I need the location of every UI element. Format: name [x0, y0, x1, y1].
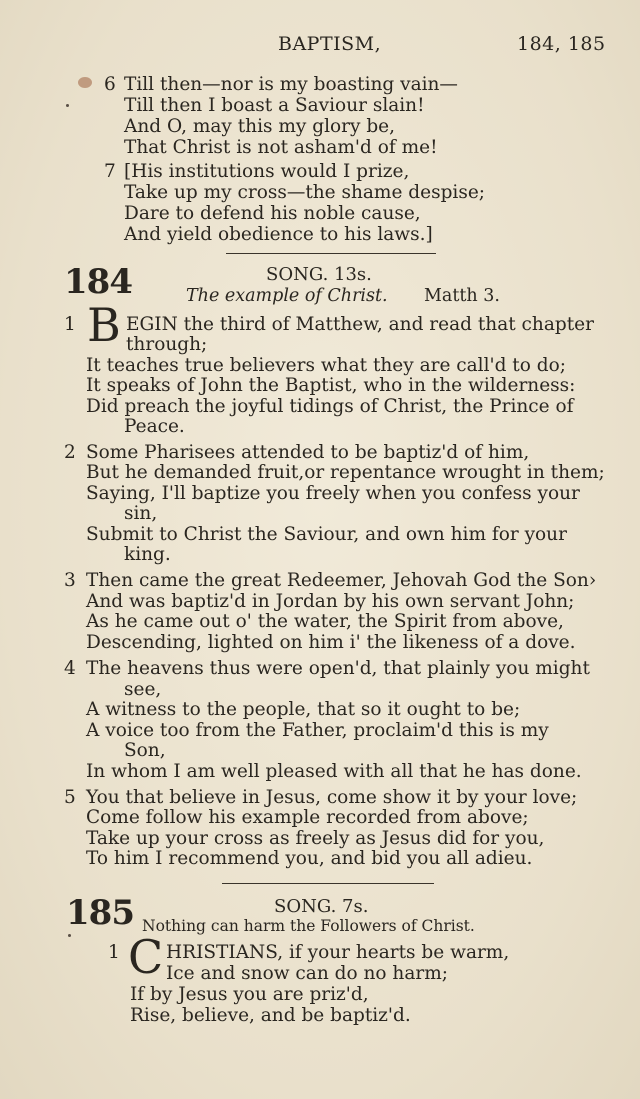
- verse-line: [His institutions would I prize,: [124, 161, 410, 182]
- verse-number: 4: [64, 658, 76, 679]
- verse-line: A voice too from the Father, proclaim'd this is my: [86, 720, 549, 741]
- verse-line: Did preach the joyful tidings of Christ, the Prince of: [86, 396, 574, 417]
- verse-line: Till then I boast a Saviour slain!: [124, 95, 425, 116]
- verse-line: Saying, I'll baptize you freely when you confess your: [86, 483, 580, 504]
- verse-line: Take up my cross—the shame despise;: [124, 182, 486, 203]
- verse-line: Son,: [124, 740, 166, 761]
- verse-line: You that believe in Jesus, come show it by your love;: [86, 787, 578, 808]
- section-divider: [222, 883, 434, 884]
- verse-line: EGIN the third of Matthew, and read that chapter: [126, 314, 594, 335]
- verse-number: 7: [104, 161, 116, 182]
- hymn-subtitle-title: The example of Christ.: [186, 286, 388, 306]
- drop-cap: C: [128, 930, 164, 984]
- verse-number: 3: [64, 570, 76, 591]
- verse-line: Till then—nor is my boasting vain—: [124, 74, 458, 95]
- ink-blot: [78, 77, 92, 88]
- verse-line: Peace.: [124, 416, 185, 437]
- ink-speck: [68, 934, 71, 937]
- verse-line: The heavens thus were open'd, that plainly you might: [86, 658, 590, 679]
- hymn-meter: SONG. 13s.: [266, 264, 372, 285]
- running-header: [0, 33, 640, 59]
- section-divider: [226, 253, 436, 254]
- verse-number: 5: [64, 787, 76, 808]
- verse-line: A witness to the people, that so it ought to be;: [86, 699, 521, 720]
- ink-speck: [66, 104, 69, 107]
- verse-line: through;: [126, 334, 208, 355]
- hymn-subtitle: Nothing can harm the Followers of Christ.: [142, 917, 475, 935]
- verse-line: Then came the great Redeemer, Jehovah God the Son›: [86, 570, 597, 591]
- section-title: BAPTISM,: [278, 33, 382, 55]
- verse-line: If by Jesus you are priz'd,: [130, 984, 369, 1005]
- verse-number: 1: [64, 314, 76, 335]
- hymn-scripture-reference: Matth 3.: [424, 286, 500, 306]
- verse-number: 6: [104, 74, 116, 95]
- verse-line: Submit to Christ the Saviour, and own him for your: [86, 524, 567, 545]
- verse-line: sin,: [124, 503, 158, 524]
- verse-line: king.: [124, 544, 171, 565]
- hymn-meter: SONG. 7s.: [274, 896, 369, 917]
- hymn-number: 184: [64, 262, 132, 302]
- verse-line: HRISTIANS, if your hearts be warm,: [166, 942, 510, 963]
- hymn-number: 185: [66, 893, 134, 933]
- verse-line: But he demanded fruit,or repentance wrought in them;: [86, 462, 605, 483]
- verse-line: And O, may this my glory be,: [124, 116, 396, 137]
- verse-line: Rise, believe, and be baptiz'd.: [130, 1005, 411, 1026]
- verse-line: Dare to defend his noble cause,: [124, 203, 421, 224]
- verse-line: To him I recommend you, and bid you all adieu.: [86, 848, 533, 869]
- verse-line: It speaks of John the Baptist, who in the wilderness:: [86, 375, 576, 396]
- verse-line: In whom I am well pleased with all that he has done.: [86, 761, 582, 782]
- verse-line: Ice and snow can do no harm;: [166, 963, 448, 984]
- verse-number: 1: [108, 942, 120, 963]
- verse-line: Descending, lighted on him i' the likeness of a dove.: [86, 632, 576, 653]
- verse-line: As he came out o' the water, the Spirit from above,: [86, 611, 564, 632]
- drop-cap: B: [87, 298, 121, 352]
- verse-number: 2: [64, 442, 76, 463]
- verse-line: And yield obedience to his laws.]: [124, 224, 433, 245]
- verse-line: Some Pharisees attended to be baptiz'd of him,: [86, 442, 530, 463]
- hymn-subtitle: [186, 286, 388, 307]
- verse-line: Take up your cross as freely as Jesus did for you,: [86, 828, 545, 849]
- page-numbers: 184, 185: [517, 33, 606, 55]
- verse-line: And was baptiz'd in Jordan by his own servant John;: [86, 591, 575, 612]
- verse-line: Come follow his example recorded from above;: [86, 807, 529, 828]
- verse-line: It teaches true believers what they are call'd to do;: [86, 355, 566, 376]
- verse-line: That Christ is not asham'd of me!: [124, 137, 438, 158]
- verse-line: see,: [124, 679, 162, 700]
